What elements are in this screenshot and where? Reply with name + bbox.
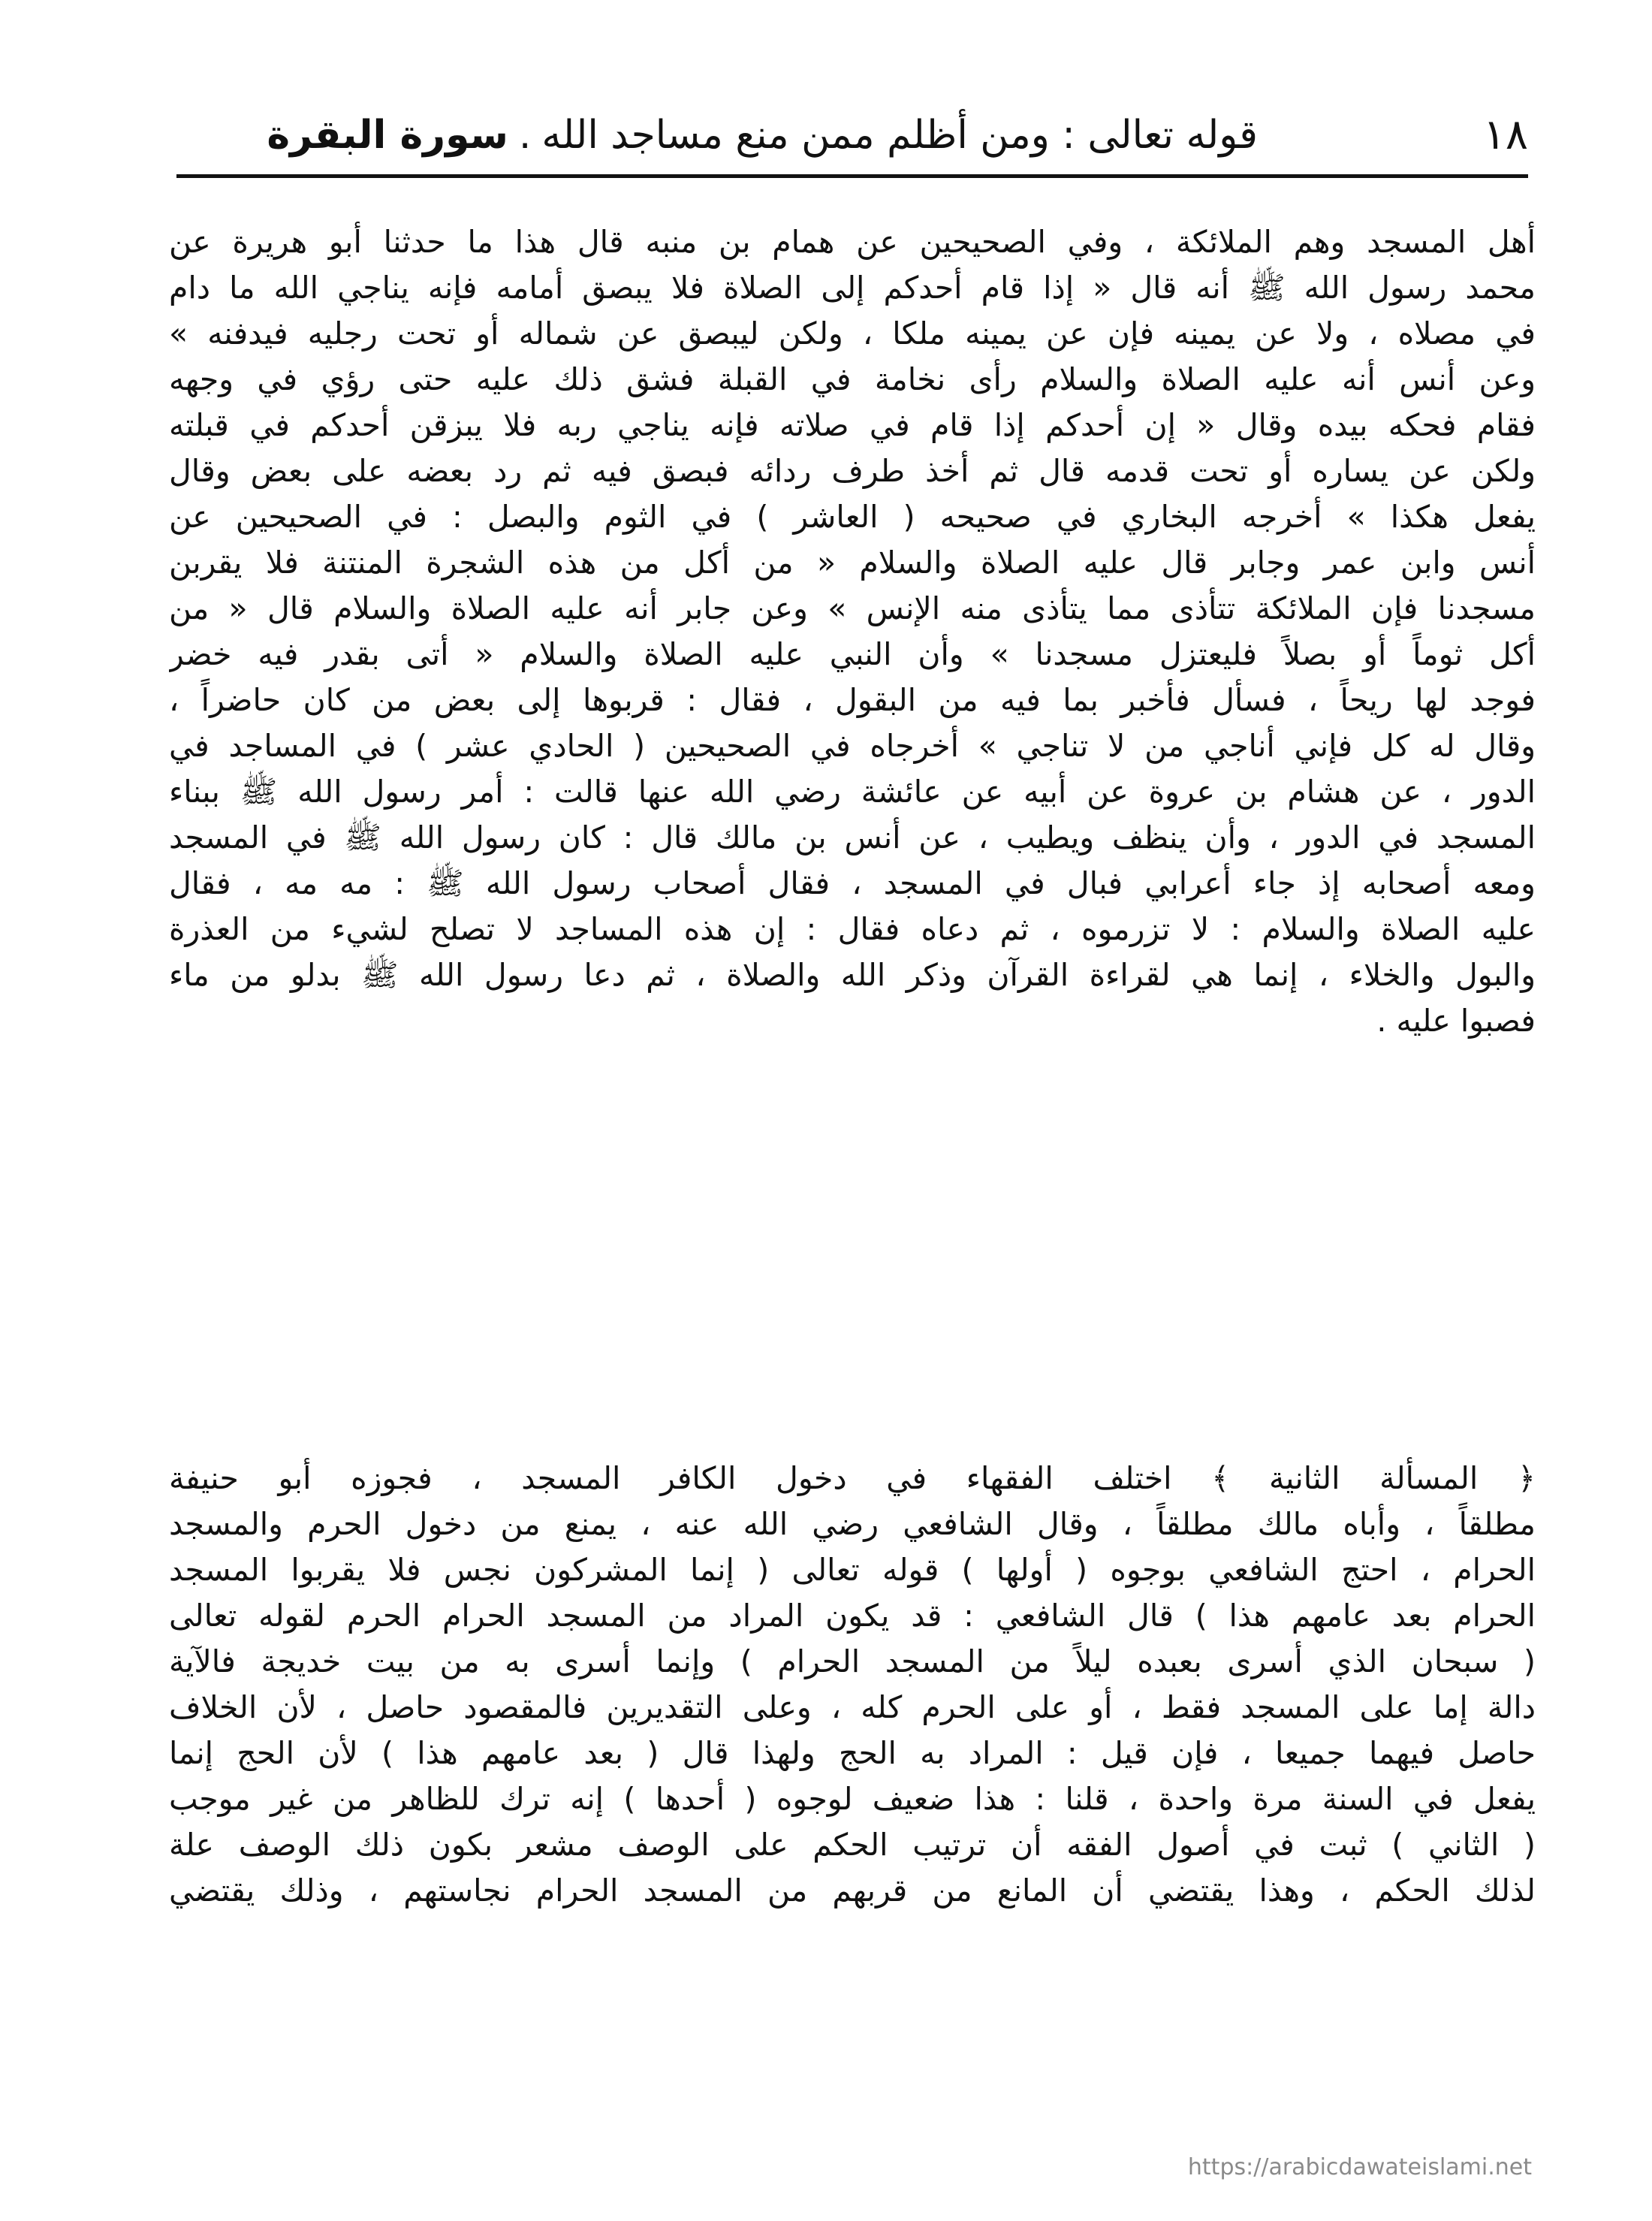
text-line: ﴿ المسألة الثانية ﴾ اختلف الفقهاء في دخول الكافر المسجد ، فجوزه أبو حنيفة xyxy=(169,1460,1536,1496)
title-separator: . xyxy=(518,113,532,158)
text-line: أكل ثوماً أو بصلاً فليعتزل مسجدنا » وأن النبي عليه الصلاة والسلام « أتى بقدر فيه خضر xyxy=(169,636,1536,672)
text-line: أنس وابن عمر وجابر قال عليه الصلاة والسلام « من أكل من هذه الشجرة المنتنة فلا يقربن xyxy=(169,545,1536,581)
text-line: مطلقاً ، وأباه مالك مطلقاً ، وقال الشافعي رضي الله عنه ، يمنع من دخول الحرم والمسجد xyxy=(169,1506,1536,1542)
text-line: ومعه أصحابه إذ جاء أعرابي فبال في المسجد ، فقال أصحاب رسول الله ﷺ : مه مه ، فقال xyxy=(169,865,1536,901)
text-line: والبول والخلاء ، إنما هي لقراءة القرآن وذكر الله والصلاة ، ثم دعا رسول الله ﷺ بدلو من ماء xyxy=(169,957,1536,993)
source-watermark: https://arabicdawateislami.net xyxy=(1187,2154,1532,2180)
surah-name: سورة البقرة xyxy=(267,113,508,158)
text-line: يفعل هكذا » أخرجه البخاري في صحيحه ( العاشر ) في الثوم والبصل : في الصحيحين عن xyxy=(169,499,1536,535)
text-line: ( الثاني ) ثبت في أصول الفقه أن ترتيب الحكم على الوصف مشعر بكون ذلك الوصف علة xyxy=(169,1827,1536,1863)
text-line: يفعل في السنة مرة واحدة ، قلنا : هذا ضعيف لوجوه ( أحدها ) إنه ترك للظاهر من غير موجب xyxy=(169,1781,1536,1817)
text-line: فصبوا عليه . xyxy=(1376,1003,1536,1039)
text-line: دالة إما على المسجد فقط ، أو على الحرم كله ، وعلى التقديرين فالمقصود حاصل ، لأن الخلاف xyxy=(169,1689,1536,1725)
text-line: لذلك الحكم ، وهذا يقتضي أن المانع من قربهم من المسجد الحرام نجاستهم ، وذلك يقتضي xyxy=(169,1872,1536,1909)
text-line: فقام فحكه بيده وقال « إن أحدكم إذا قام في صلاته فإنه يناجي ربه فلا يبزقن أحدكم في قبلته xyxy=(169,407,1536,443)
text-line: الحرام بعد عامهم هذا ) قال الشافعي : قد يكون المراد من المسجد الحرام الحرم لقوله تعالى xyxy=(169,1598,1536,1634)
text-line: الحرام ، احتج الشافعي بوجوه ( أولها ) قوله تعالى ( إنما المشركون نجس فلا يقربوا المسجد xyxy=(169,1552,1536,1588)
page-number: ١٨ xyxy=(1482,110,1528,159)
text-line: عليه الصلاة والسلام : لا تزرموه ، ثم دعاه فقال : إن هذه المساجد لا تصلح لشيء من العذرة xyxy=(169,911,1536,947)
text-line: أهل المسجد وهم الملائكة ، وفي الصحيحين عن همام بن منبه قال هذا ما حدثنا أبو هريرة عن xyxy=(169,224,1536,260)
text-line: ( سبحان الذي أسرى بعبده ليلاً من المسجد الحرام ) وإنما أسرى به من بيت خديجة فالآية xyxy=(169,1643,1536,1679)
text-line: وعن أنس أنه عليه الصلاة والسلام رأى نخامة في القبلة فشق ذلك عليه حتى رؤي في وجهه xyxy=(169,361,1536,397)
text-line: فوجد لها ريحاً ، فسأل فأخبر بما فيه من البقول ، فقال : قربوها إلى بعض من كان حاضراً ، xyxy=(169,682,1536,718)
text-line: الدور ، عن هشام بن عروة عن أبيه عن عائشة رضي الله عنها قالت : أمر رسول الله ﷺ ببناء xyxy=(169,774,1536,810)
header-rule xyxy=(176,174,1528,178)
text-line: مسجدنا فإن الملائكة تتأذى مما يتأذى منه الإنس » وعن جابر أنه عليه الصلاة والسلام قال « من xyxy=(169,590,1536,626)
text-line: ولكن عن يساره أو تحت قدمه قال ثم أخذ طرف ردائه فبصق فيه ثم رد بعضه على بعض وقال xyxy=(169,453,1536,489)
verse-title: قوله تعالى : ومن أظلم ممن منع مساجد الله xyxy=(541,113,1258,158)
page-header xyxy=(176,105,1528,165)
paragraph-1 xyxy=(169,219,1536,1044)
text-line: محمد رسول الله ﷺ أنه قال « إذا قام أحدكم إلى الصلاة فلا يبصق أمامه فإنه يناجي الله ما دام xyxy=(169,270,1536,306)
text-line: المسجد في الدور ، وأن ينظف ويطيب ، عن أنس بن مالك قال : كان رسول الله ﷺ في المسجد xyxy=(169,819,1536,856)
running-title xyxy=(267,105,1258,165)
text-line: وقال له كل فإني أناجي من لا تناجي » أخرجاه في الصحيحين ( الحادي عشر ) في المساجد في xyxy=(169,728,1536,764)
text-line: في مصلاه ، ولا عن يمينه فإن عن يمينه ملكا ، ولكن ليبصق عن شماله أو تحت رجليه فيدفنه » xyxy=(169,315,1536,352)
paragraph-2 xyxy=(169,1456,1536,1914)
text-line: حاصل فيهما جميعا ، فإن قيل : المراد به الحج ولهذا قال ( بعد عامهم هذا ) لأن الحج إنما xyxy=(169,1735,1536,1771)
